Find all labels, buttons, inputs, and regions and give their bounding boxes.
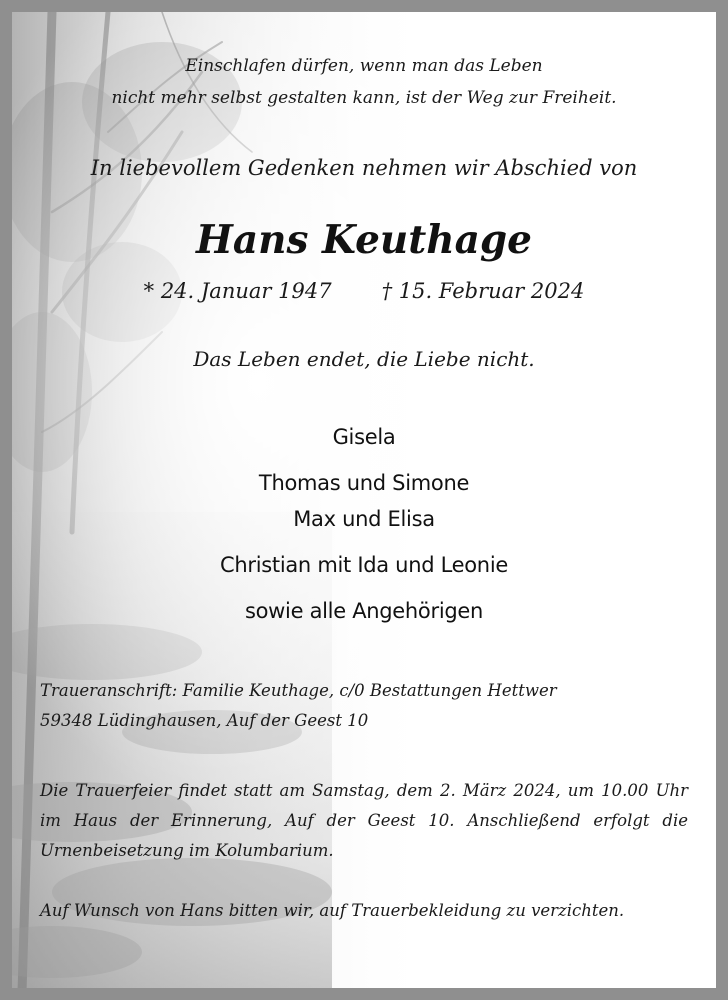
motto-verse (12, 50, 716, 114)
dress-wish: Auf Wunsch von Hans bitten wir, auf Trauerbekleidung zu verzichten. (40, 901, 625, 920)
family-member: Max und Elisa (293, 507, 435, 531)
obituary-content (12, 12, 716, 988)
intro-line: In liebevollem Gedenken nehmen wir Abschied von (90, 156, 638, 180)
motto-line-2: nicht mehr selbst gestalten kann, ist der Weg zur Freiheit. (111, 88, 617, 108)
quote-line: Das Leben endet, die Liebe nicht. (193, 347, 535, 371)
address-line-2: 59348 Lüdinghausen, Auf der Geest 10 (40, 711, 369, 730)
family-member: Thomas und Simone (258, 471, 470, 495)
family-member: sowie alle Angehörigen (244, 599, 484, 623)
mourning-address (40, 676, 688, 736)
life-dates (12, 276, 716, 306)
deceased-name: Hans Keuthage (196, 217, 532, 263)
family-member: Christian mit Ida und Leonie (220, 553, 508, 577)
family-member: Gisela (332, 425, 396, 449)
death-date: † 15. Februar 2024 (381, 279, 585, 303)
obituary-card (12, 12, 716, 988)
birth-date: * 24. Januar 1947 (143, 279, 332, 303)
address-line-1: Traueranschrift: Familie Keuthage, c/0 Bestattungen Hettwer (40, 681, 557, 700)
ceremony-info: Die Trauerfeier findet statt am Samstag, dem 2. März 2024, um 10.00 Uhr im Haus der Erinnerung, Auf der Geest 10. Anschließend erfolgt die Urnenbeisetzung im Kolumbarium. (40, 781, 688, 860)
motto-line-1: Einschlafen dürfen, wenn man das Leben (185, 56, 543, 76)
